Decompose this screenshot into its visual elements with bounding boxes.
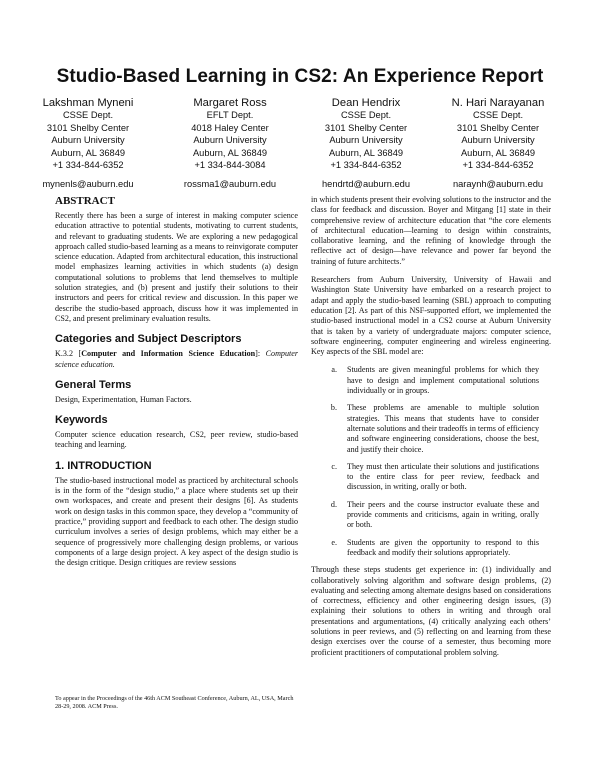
categories-text xyxy=(55,349,298,370)
author-city: Auburn, AL 36849 xyxy=(460,147,536,158)
author-city: Auburn, AL 36849 xyxy=(192,147,268,158)
abstract-text: Recently there has been a surge of interest in making computer science education attractive to potential students, motivating to current students, and relevant to graduating students. We are exploring a new pedagogical approach called studio-based learning as a means to reinvigorate computer science education. Adapted from architectural education, this instructional model emphasizes learning activities in which students (a) design computational solutions to problems that lend themselves to multiple solution strategies, and (b) present and justify their solutions to their instructors and peers for critical review and discussion. In this paper we describe the studio-based approach, discuss how it was implemented in CS2, and present preliminary evaluation results. xyxy=(55,211,298,323)
author-block-4 xyxy=(433,97,563,190)
author-phone: +1 334-844-3084 xyxy=(194,160,266,170)
author-block-1 xyxy=(23,97,153,190)
categories-code: K.3.2 [ xyxy=(55,349,82,359)
categories-heading: Categories and Subject Descriptors xyxy=(55,333,242,346)
general-terms-text: Design, Experimentation, Human Factors. xyxy=(55,394,192,404)
abstract-heading: ABSTRACT xyxy=(55,195,115,207)
author-block-3 xyxy=(301,97,431,190)
list-marker: c. xyxy=(331,461,337,471)
author-email[interactable]: rossma1@auburn.edu xyxy=(183,178,277,189)
list-text: Students are given meaningful problems for which they have to design and implement computational solutions individually or in groups. xyxy=(347,365,539,396)
author-address: 3101 Shelby Center xyxy=(324,122,408,133)
paper-title: Studio-Based Learning in CS2: An Experience Report xyxy=(56,66,544,87)
introduction-text: The studio-based instructional model as practiced by architectural schools is in the form of the “design studio,” a place where students set up their own workspaces, and create and present their designs [6]. As students work on design tasks in this common space, they develop a “community of practice,” providing support and feedback to each other. The design studio curriculum involves a series of design problems, which may either be a sequence of progressively more challenging design problems, or various components of a large design project. A key aspect of the design studio is the design critique. Design critiques are review sessions xyxy=(55,475,298,568)
categories-after: ]: xyxy=(255,349,261,359)
list-item xyxy=(311,462,551,493)
author-university: Auburn University xyxy=(461,135,535,145)
author-dept: CSSE Dept. xyxy=(62,110,114,120)
sbl-aspects-list xyxy=(311,365,551,558)
list-marker: d. xyxy=(330,499,337,509)
right-column xyxy=(311,195,551,666)
footnote: To appear in the Proceedings of the 46th ACM Southeast Conference, Auburn, AL, USA, March 28-29, 2008. ACM Press. xyxy=(55,695,294,710)
author-address: 3101 Shelby Center xyxy=(456,122,540,133)
author-name: N. Hari Narayanan xyxy=(451,97,545,109)
list-item xyxy=(311,538,551,559)
paragraph: Researchers from Auburn University, University of Hawaii and Washington State University have embarked on a research project to adapt and apply the studio-based learning (SBL) approach to computing education [2]. As part of this NSF-supported effort, we implemented the studio-based instructional model in a CS2 course at Auburn University that is taken by a variety of undergraduate majors: computer science, software engineering, computer engineering and wireless engineering. Key aspects of the SBL model are: xyxy=(311,275,551,357)
introduction-heading: 1. INTRODUCTION xyxy=(55,459,152,472)
paragraph: Through these steps students get experience in: (1) individually and collaboratively solving algorithm and software design problems, (2) evaluating and selecting among alternate designs based on considerations of correctness, efficiency and other engineering design issues, (3) explaining their solutions to others in writing and through oral presentations and argumentations, (4) critically analyzing each others’ solutions in peer reviews, and (5) reflecting on and learning from these design exercises over the course of a semester, thus becoming more proficient practitioners of computational problem solving. xyxy=(311,565,551,657)
author-university: Auburn University xyxy=(51,135,125,145)
general-terms-heading: General Terms xyxy=(55,378,132,391)
list-marker: a. xyxy=(331,365,337,375)
categories-bold: Computer and Information Science Education xyxy=(81,349,256,359)
left-column xyxy=(55,195,298,576)
list-item xyxy=(311,365,551,396)
author-phone: +1 334-844-6352 xyxy=(462,160,534,170)
paragraph: in which students present their evolving solutions to the instructor and the class for feedback and discussion. Boyer and Mitgang [1] state in their comprehensive review of architecture education that “the core elements of architectural education—learning to design within constraints, collaborative learning, and the refining of knowledge through the reflective act of design—have relevance and power far beyond the training of future architects.” xyxy=(311,195,551,266)
author-name: Lakshman Myneni xyxy=(42,97,134,109)
author-email[interactable]: hendrtd@auburn.edu xyxy=(321,178,410,189)
author-address: 3101 Shelby Center xyxy=(46,122,130,133)
author-phone: +1 334-844-6352 xyxy=(52,160,124,170)
author-phone: +1 334-844-6352 xyxy=(330,160,402,170)
author-name: Dean Hendrix xyxy=(331,97,401,109)
author-university: Auburn University xyxy=(329,135,403,145)
list-text: These problems are amenable to multiple solution strategies. This means that students have to consider alternate solutions and their tradeoffs in terms of efficiency and software engineering considerations, choose the best, and justify their choice. xyxy=(347,403,539,454)
list-marker: e. xyxy=(331,537,337,547)
keywords-text: Computer science education research, CS2, peer review, studio-based teaching and learning. xyxy=(55,430,298,450)
author-dept: CSSE Dept. xyxy=(340,110,392,120)
author-address: 4018 Haley Center xyxy=(191,122,269,133)
author-name: Margaret Ross xyxy=(193,97,267,109)
list-item xyxy=(311,403,551,454)
list-text: They must then articulate their solutions and justifications to the entire class for peer review, feedback and discussion, in writing, orally or both. xyxy=(347,461,539,492)
categories-italic: Computer science education. xyxy=(55,349,298,369)
author-dept: CSSE Dept. xyxy=(472,110,524,120)
list-text: Their peers and the course instructor evaluate these and provide comments and criticisms, again in writing, orally or both. xyxy=(347,499,539,530)
author-email[interactable]: mynenls@auburn.edu xyxy=(42,178,134,189)
author-city: Auburn, AL 36849 xyxy=(50,147,126,158)
author-email[interactable]: naraynh@auburn.edu xyxy=(452,178,544,189)
author-block-2 xyxy=(165,97,295,190)
list-item xyxy=(311,500,551,531)
list-text: Students are given the opportunity to respond to this feedback and modify their solutions appropriately. xyxy=(347,537,539,557)
author-university: Auburn University xyxy=(193,135,267,145)
list-marker: b. xyxy=(330,403,337,413)
keywords-heading: Keywords xyxy=(55,414,108,427)
author-city: Auburn, AL 36849 xyxy=(328,147,404,158)
author-dept: EFLT Dept. xyxy=(206,110,254,120)
